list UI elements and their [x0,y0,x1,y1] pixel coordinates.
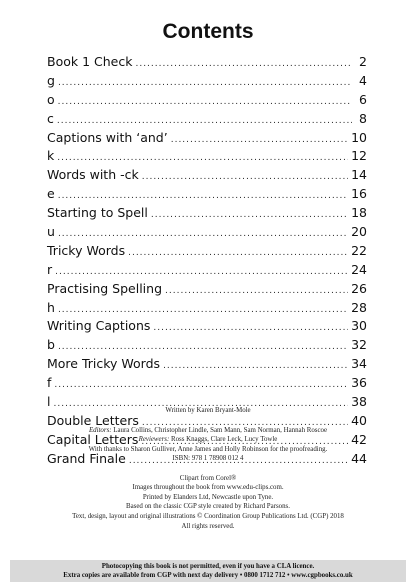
toc-leader-dots [128,244,348,263]
toc-leader-dots [58,74,352,93]
toc-entry-label: f [47,375,52,391]
toc-entry-label: c [47,110,54,126]
toc-entry-page: 26 [351,280,367,296]
reviewers-label: Reviewers: [138,436,170,443]
toc-entry-label: o [47,91,55,107]
toc-entry-page: 22 [351,242,367,258]
toc-leader-dots [171,131,348,150]
toc-entry-label: b [47,337,55,353]
isbn-line: ISBN: 978 1 78908 012 4 [172,455,244,462]
clipart-line: Clipart from Corel® [179,474,237,482]
toc-entry [47,317,367,336]
copyright-line: Text, design, layout and original illustrations © Coordination Group Publications Ltd. (CGP) 2018 [72,513,344,520]
toc-leader-dots [151,206,348,225]
toc-entry-label: Book 1 Check [47,54,133,69]
toc-entry-page: 6 [359,91,367,107]
toc-entry [47,185,367,204]
toc-entry-page: 12 [351,148,367,164]
toc-entry [47,261,367,280]
toc-entry [47,53,367,72]
copyright-block [0,512,416,531]
toc-entry-label: Double Letters [47,412,139,428]
photocopy-notice: Photocopying this book is not permitted, even if you have a CLA licence. [101,563,315,570]
toc-entry-label: Tricky Words [47,242,126,258]
reviewers-names: Ross Knaggs, Clare Leck, Lucy Towle [170,436,278,443]
toc-entry-label: Practising Spelling [47,280,163,296]
toc-entry-page: 14 [351,167,367,183]
page-title: Contents [162,20,254,43]
toc-entry-page: 38 [351,394,367,410]
toc-entry-label: Starting to Spell [47,205,148,221]
toc-entry [47,299,367,318]
order-info: Extra copies are available from CGP with next day delivery • 0800 1712 712 • www.cgpbooks.co.uk [63,572,353,579]
toc-entry [47,72,367,91]
toc-entry-label: k [47,148,55,164]
toc-leader-dots [153,319,348,338]
toc-entry-page: 40 [351,412,367,428]
toc-entry-label: Capital Letters [47,431,139,447]
thanks-line: With thanks to Sharon Gulliver, Anne James and Holly Robinson for the proofreading. [88,445,328,453]
toc-entry-page: 36 [351,375,367,391]
toc-leader-dots [135,55,352,74]
toc-entry [47,223,367,242]
toc-entry [47,280,367,299]
toc-entry-label: u [47,224,55,240]
toc-entry-page: 24 [351,261,367,277]
toc-entry-label: l [47,394,51,410]
toc-entry-page: 34 [351,356,367,372]
toc-leader-dots [142,168,348,187]
toc-entry-label: Words with -ck [47,167,139,183]
toc-entry-page: 8 [359,110,367,126]
toc-entry-label: e [47,186,55,202]
toc-entry [47,147,367,166]
toc-entry-page: 18 [351,205,367,221]
footer-banner [10,560,406,582]
toc-entry [47,166,367,185]
toc-entry-page: 2 [359,54,367,69]
toc-entry-label: Grand Finale [47,450,126,466]
editors-label: Editors: [88,426,112,434]
toc-entry [47,355,367,374]
printer-line: Printed by Elanders Ltd, Newcastle upon Tyne. [142,493,274,501]
toc-entry-label: r [47,261,53,277]
editors-line [0,426,416,436]
images-line: Images throughout the book from www.edu-clips.com. [132,484,284,491]
toc-entry-page: 10 [351,129,367,145]
toc-leader-dots [165,282,348,301]
toc-entry [47,374,367,393]
toc-entry-page: 28 [351,299,367,315]
toc-entry-page: 4 [359,72,367,88]
toc-entry [47,91,367,110]
author-line: Written by Karen Bryant-Mole [165,407,251,414]
toc-entry-label: h [47,299,55,315]
toc-leader-dots [54,376,348,395]
toc-entry [47,204,367,223]
toc-entry-label: Captions with ‘and’ [47,129,168,145]
toc-entry-page: 44 [351,450,367,466]
reviewers-line [0,435,416,445]
toc-leader-dots [58,93,352,112]
style-line: Based on the classic CGP style created by Richard Parsons. [126,503,290,510]
toc-entry-label: g [47,72,55,88]
toc-entry [47,242,367,261]
toc-entry-page: 20 [351,224,367,240]
credits-block [0,406,416,512]
toc-entry-label: Writing Captions [47,318,151,334]
editors-names: Laura Collins, Christopher Lindle, Sam Mann, Sam Norman, Hannah Roscoe [113,426,328,434]
toc-entry [47,129,367,148]
toc-entry-label: More Tricky Words [47,356,161,372]
toc-entry-page: 16 [351,186,367,202]
toc-entry [47,110,367,129]
toc-entry-page: 30 [351,318,367,334]
rights-line: All rights reserved. [181,522,235,530]
toc-leader-dots [163,357,348,376]
toc-entry-page: 42 [351,431,367,447]
toc-entry [47,336,367,355]
toc-entry-page: 32 [351,337,367,353]
